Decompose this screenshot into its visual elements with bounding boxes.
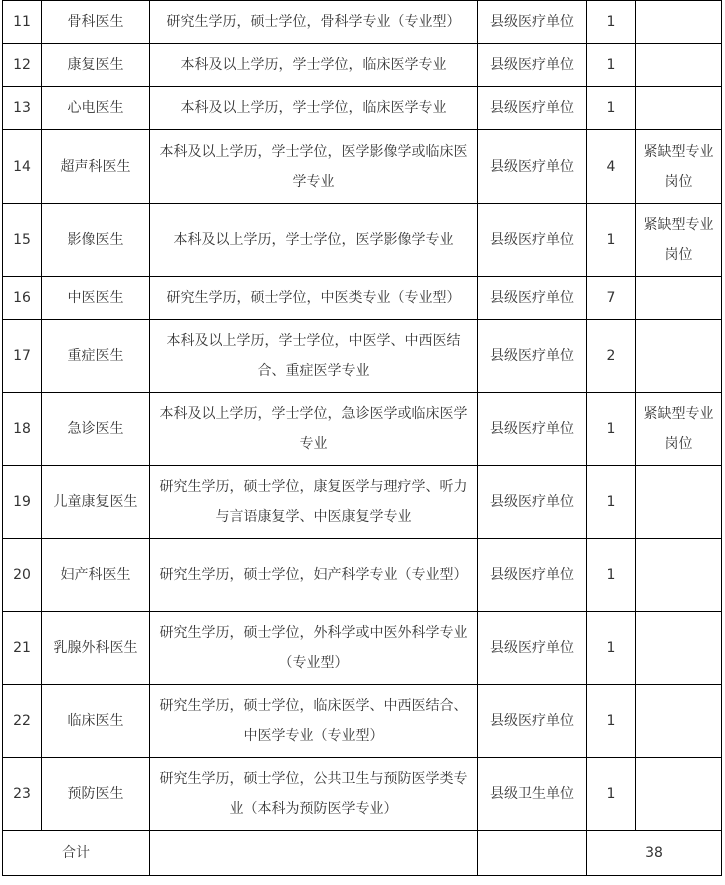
row-number: 21 — [3, 612, 42, 685]
position-requirement: 研究生学历，硕士学位，骨科学专业（专业型） — [150, 1, 478, 44]
row-number: 17 — [3, 320, 42, 393]
table-row — [3, 539, 722, 612]
employer-unit: 县级医疗单位 — [478, 466, 587, 539]
employer-unit: 县级医疗单位 — [478, 539, 587, 612]
table-row — [3, 466, 722, 539]
position-requirement: 研究生学历，硕士学位，临床医学、中西医结合、中医学专业（专业型） — [150, 685, 478, 758]
position-requirement: 研究生学历，硕士学位，康复医学与理疗学、听力与言语康复学、中医康复学专业 — [150, 466, 478, 539]
headcount: 1 — [587, 539, 636, 612]
table-row — [3, 612, 722, 685]
employer-unit: 县级医疗单位 — [478, 612, 587, 685]
total-empty-cell — [150, 831, 478, 876]
position-note: 紧缺型专业岗位 — [636, 130, 722, 204]
row-number: 22 — [3, 685, 42, 758]
employer-unit: 县级医疗单位 — [478, 1, 587, 44]
table-row — [3, 758, 722, 831]
position-note — [636, 44, 722, 87]
employer-unit: 县级医疗单位 — [478, 87, 587, 130]
position-title: 乳腺外科医生 — [42, 612, 150, 685]
position-title: 骨科医生 — [42, 1, 150, 44]
position-title: 心电医生 — [42, 87, 150, 130]
employer-unit: 县级医疗单位 — [478, 204, 587, 277]
employer-unit: 县级医疗单位 — [478, 44, 587, 87]
position-title: 重症医生 — [42, 320, 150, 393]
employer-unit: 县级卫生单位 — [478, 758, 587, 831]
employer-unit: 县级医疗单位 — [478, 277, 587, 320]
total-empty-cell — [478, 831, 587, 876]
position-title: 儿童康复医生 — [42, 466, 150, 539]
position-note — [636, 612, 722, 685]
row-number: 11 — [3, 1, 42, 44]
row-number: 20 — [3, 539, 42, 612]
headcount: 4 — [587, 130, 636, 204]
row-number: 15 — [3, 204, 42, 277]
table-row — [3, 1, 722, 44]
employer-unit: 县级医疗单位 — [478, 130, 587, 204]
position-note — [636, 758, 722, 831]
position-note — [636, 466, 722, 539]
headcount: 7 — [587, 277, 636, 320]
recruitment-table — [2, 0, 722, 876]
row-number: 23 — [3, 758, 42, 831]
position-note — [636, 320, 722, 393]
position-note: 紧缺型专业岗位 — [636, 393, 722, 466]
position-requirement: 本科及以上学历，学士学位，中医学、中西医结合、重症医学专业 — [150, 320, 478, 393]
headcount: 1 — [587, 87, 636, 130]
total-label: 合计 — [3, 831, 150, 876]
headcount: 2 — [587, 320, 636, 393]
position-requirement: 研究生学历，硕士学位，妇产科学专业（专业型） — [150, 539, 478, 612]
position-requirement: 本科及以上学历，学士学位，急诊医学或临床医学专业 — [150, 393, 478, 466]
employer-unit: 县级医疗单位 — [478, 393, 587, 466]
headcount: 1 — [587, 758, 636, 831]
position-requirement: 研究生学历，硕士学位，中医类专业（专业型） — [150, 277, 478, 320]
table-body — [3, 1, 722, 876]
row-number: 18 — [3, 393, 42, 466]
row-number: 12 — [3, 44, 42, 87]
headcount: 1 — [587, 685, 636, 758]
headcount: 1 — [587, 466, 636, 539]
table-row — [3, 87, 722, 130]
position-title: 康复医生 — [42, 44, 150, 87]
position-requirement: 本科及以上学历，学士学位，临床医学专业 — [150, 87, 478, 130]
position-title: 影像医生 — [42, 204, 150, 277]
headcount: 1 — [587, 612, 636, 685]
position-note — [636, 87, 722, 130]
table-row — [3, 685, 722, 758]
position-requirement: 本科及以上学历，学士学位，医学影像学或临床医学专业 — [150, 130, 478, 204]
row-number: 14 — [3, 130, 42, 204]
table-row — [3, 130, 722, 204]
total-row — [3, 831, 722, 876]
position-title: 超声科医生 — [42, 130, 150, 204]
position-title: 临床医生 — [42, 685, 150, 758]
position-title: 妇产科医生 — [42, 539, 150, 612]
headcount: 1 — [587, 44, 636, 87]
position-note — [636, 685, 722, 758]
table-row — [3, 204, 722, 277]
table-row — [3, 277, 722, 320]
position-title: 预防医生 — [42, 758, 150, 831]
position-requirement: 研究生学历，硕士学位，公共卫生与预防医学类专业（本科为预防医学专业） — [150, 758, 478, 831]
table-row — [3, 44, 722, 87]
table-row — [3, 393, 722, 466]
headcount: 1 — [587, 1, 636, 44]
headcount: 1 — [587, 204, 636, 277]
row-number: 19 — [3, 466, 42, 539]
row-number: 13 — [3, 87, 42, 130]
position-requirement: 研究生学历，硕士学位，外科学或中医外科学专业（专业型） — [150, 612, 478, 685]
table-row — [3, 320, 722, 393]
headcount: 1 — [587, 393, 636, 466]
position-note — [636, 539, 722, 612]
position-requirement: 本科及以上学历，学士学位，医学影像学专业 — [150, 204, 478, 277]
position-requirement: 本科及以上学历，学士学位，临床医学专业 — [150, 44, 478, 87]
position-title: 急诊医生 — [42, 393, 150, 466]
employer-unit: 县级医疗单位 — [478, 320, 587, 393]
position-note — [636, 277, 722, 320]
position-note: 紧缺型专业岗位 — [636, 204, 722, 277]
employer-unit: 县级医疗单位 — [478, 685, 587, 758]
total-value: 38 — [587, 831, 722, 876]
position-note — [636, 1, 722, 44]
position-title: 中医医生 — [42, 277, 150, 320]
row-number: 16 — [3, 277, 42, 320]
